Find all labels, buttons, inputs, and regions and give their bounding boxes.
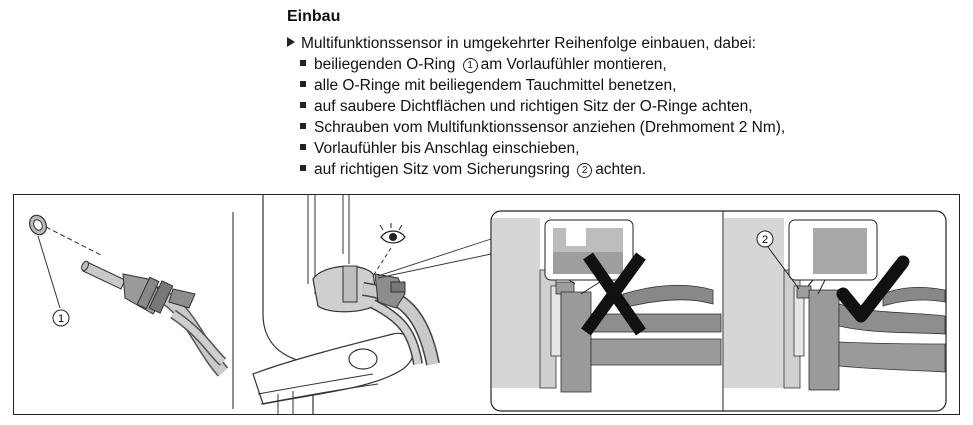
square-bullet-icon — [300, 81, 306, 87]
substep-text: beiliegenden O-Ring — [314, 56, 456, 73]
instruction-list — [287, 33, 785, 180]
substep-text: auf saubere Dichtflächen und richtigen Sitz der O-Ringe achten, — [314, 98, 753, 115]
substep-text: achten. — [595, 161, 647, 178]
substep-text: Vorlaufühler bis Anschlag einschieben, — [314, 140, 580, 157]
substep — [300, 96, 785, 117]
main-step-text: Multifunktionssensor in umgekehrter Reihenfolge einbauen, dabei: — [301, 35, 756, 52]
square-bullet-icon — [300, 144, 306, 150]
callout-1-label: 1 — [57, 313, 65, 325]
substep — [300, 159, 785, 180]
square-bullet-icon — [300, 60, 306, 66]
substep-text: alle O-Ringe mit beiliegendem Tauchmittel benetzen, — [314, 77, 677, 94]
substep — [300, 75, 785, 96]
square-bullet-icon — [300, 165, 306, 171]
substep — [300, 54, 785, 75]
main-step — [287, 33, 785, 54]
square-bullet-icon — [300, 102, 306, 108]
substep — [300, 138, 785, 159]
substep — [300, 117, 785, 138]
installation-figure — [13, 194, 961, 416]
callout-number: 1 — [463, 58, 478, 73]
square-bullet-icon — [300, 123, 306, 129]
callout-2-label: 2 — [761, 234, 769, 246]
substep-text: am Vorlaufühler montieren, — [480, 56, 667, 73]
substep-text: Schrauben vom Multifunktionssensor anziehen (Drehmoment 2 Nm), — [314, 119, 786, 136]
callout-number: 2 — [577, 163, 592, 178]
section-heading: Einbau — [287, 8, 341, 25]
substep-list — [287, 54, 785, 180]
triangle-bullet-icon — [287, 37, 295, 47]
substep-text: auf richtigen Sitz vom Sicherungsring — [314, 161, 570, 178]
